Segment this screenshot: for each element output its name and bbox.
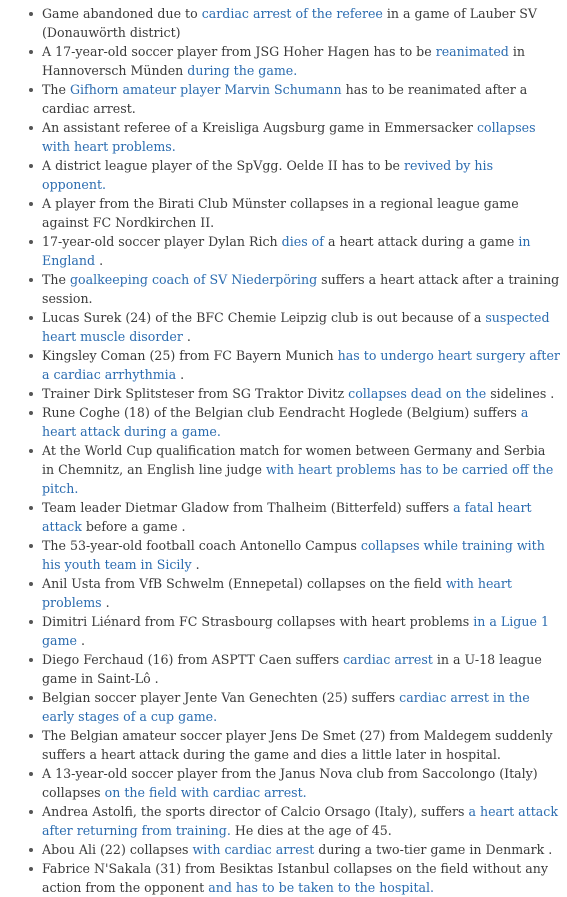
list-item (42, 80, 561, 118)
article-link[interactable]: a heart attack after returning from training. (42, 804, 558, 838)
list-item (42, 441, 561, 498)
article-link[interactable]: with heart problems has to be carried off the pitch. (42, 462, 554, 496)
article-link[interactable]: goalkeeping coach of SV Niederpöring (69, 272, 318, 287)
list-item (42, 574, 561, 612)
article-link[interactable]: a heart attack during a game. (42, 405, 529, 439)
article-link[interactable]: cardiac arrest of the referee (201, 6, 383, 21)
item-text: A player from the Birati Club Münster collapses in a regional league game against FC Nordkirchen II. (42, 196, 519, 230)
item-text: . (76, 633, 85, 648)
item-text: Dimitri Liénard from FC Strasbourg collapses with heart problems (42, 614, 474, 629)
article-link[interactable]: a fatal heart attack (42, 500, 532, 534)
article-link[interactable]: dies of (281, 234, 324, 249)
list-item (42, 688, 561, 726)
list-item (42, 764, 561, 802)
item-text: in a U-18 league game in Saint-Lô . (42, 652, 542, 686)
item-text: At the World Cup qualification match for women between Germany and Serbia in Chemnitz, an English line judge (42, 443, 546, 477)
article-link[interactable]: in a Ligue 1 game (42, 614, 549, 648)
item-text: sidelines . (486, 386, 555, 401)
article-link[interactable]: with cardiac arrest (192, 842, 315, 857)
item-text: The Belgian amateur soccer player Jens De Smet (27) from Maldegem suddenly suffers a heart attack during the game and dies a little later in hospital. (42, 728, 553, 762)
list-item (42, 840, 561, 859)
item-text: . (95, 253, 104, 268)
item-text: Andrea Astolfi, the sports director of Calcio Orsago (Italy), suffers (42, 804, 469, 819)
item-text: before a game . (81, 519, 186, 534)
item-text: Fabrice N'Sakala (31) from Besiktas Istanbul collapses on the field without any action from the opponent (42, 861, 548, 895)
item-text: Kingsley Coman (25) from FC Bayern Munich (42, 348, 338, 363)
list-item (42, 498, 561, 536)
item-text: Abou Ali (22) collapses (42, 842, 193, 857)
list-item (42, 42, 561, 80)
article-link[interactable]: revived by his opponent. (42, 158, 494, 192)
item-text: Lucas Surek (24) of the BFC Chemie Leipzig club is out because of a (42, 310, 486, 325)
item-text: in Hannoversch Münden (42, 44, 526, 78)
item-text: Anil Usta from VfB Schwelm (Ennepetal) collapses on the field (42, 576, 446, 591)
article-link[interactable]: has to undergo heart surgery after a cardiac arrhythmia (42, 348, 560, 382)
item-text: suffers a heart attack after a training session. (42, 272, 560, 306)
article-link[interactable]: collapses while training with his youth team in Sicily (42, 538, 545, 572)
item-text: 17-year-old soccer player Dylan Rich (42, 234, 282, 249)
item-text: . (176, 367, 185, 382)
item-text: The (42, 82, 70, 97)
list-item (42, 346, 561, 384)
item-text: The 53-year-old football coach Antonello Campus (42, 538, 361, 553)
item-text: He dies at the age of 45. (230, 823, 392, 838)
article-link[interactable]: and has to be taken to the hospital. (208, 880, 435, 895)
article-link[interactable]: collapses with heart problems. (42, 120, 536, 154)
list-item (42, 308, 561, 346)
article-link[interactable]: Gifhorn amateur player Marvin Schumann (69, 82, 342, 97)
list-item (42, 403, 561, 441)
item-text: . (101, 595, 110, 610)
item-text: Belgian soccer player Jente Van Genechten (25) suffers (42, 690, 400, 705)
article-link[interactable]: suspected heart muscle disorder (42, 310, 550, 344)
item-text: in a game of Lauber SV (Donauwörth district) (42, 6, 537, 40)
article-link[interactable]: during the game. (187, 63, 298, 78)
list-item (42, 802, 561, 840)
item-text: Diego Ferchaud (16) from ASPTT Caen suffers (42, 652, 344, 667)
item-text: has to be reanimated after a cardiac arrest. (42, 82, 528, 116)
item-text: . (191, 557, 200, 572)
item-text: a heart attack during a game (323, 234, 519, 249)
item-text: Game abandoned due to (42, 6, 202, 21)
article-link[interactable]: reanimated (435, 44, 509, 59)
list-item (42, 194, 561, 232)
item-text: An assistant referee of a Kreisliga Augsburg game in Emmersacker (42, 120, 477, 135)
item-text: Rune Coghe (18) of the Belgian club Eendracht Hoglede (Belgium) suffers (42, 405, 521, 420)
list-item (42, 859, 561, 897)
list-item (42, 232, 561, 270)
list-item (42, 270, 561, 308)
article-link[interactable]: cardiac arrest in the early stages of a cup game. (42, 690, 530, 724)
item-text: A district league player of the SpVgg. Oelde II has to be (42, 158, 404, 173)
article-link[interactable]: cardiac arrest (343, 652, 433, 667)
article-link[interactable]: on the field with cardiac arrest. (104, 785, 307, 800)
item-text: Team leader Dietmar Gladow from Thalheim (Bitterfeld) suffers (42, 500, 454, 515)
article-link[interactable]: collapses dead on the (348, 386, 487, 401)
list-item (42, 726, 561, 764)
list-item (42, 4, 561, 42)
list-item (42, 118, 561, 156)
item-text: during a two-tier game in Denmark . (314, 842, 553, 857)
item-text: A 17-year-old soccer player from JSG Hoher Hagen has to be (42, 44, 436, 59)
list-item (42, 650, 561, 688)
list-item (42, 156, 561, 194)
article-link[interactable]: with heart problems (42, 576, 512, 610)
list-item (42, 536, 561, 574)
item-text: Trainer Dirk Splitsteser from SG Traktor Divitz (42, 386, 349, 401)
item-text: A 13-year-old soccer player from the Janus Nova club from Saccolongo (Italy) collapses (42, 766, 538, 800)
list-item (42, 384, 561, 403)
item-text: . (182, 329, 191, 344)
item-text: The (42, 272, 70, 287)
article-link[interactable]: in England (42, 234, 531, 268)
list-item (42, 612, 561, 650)
